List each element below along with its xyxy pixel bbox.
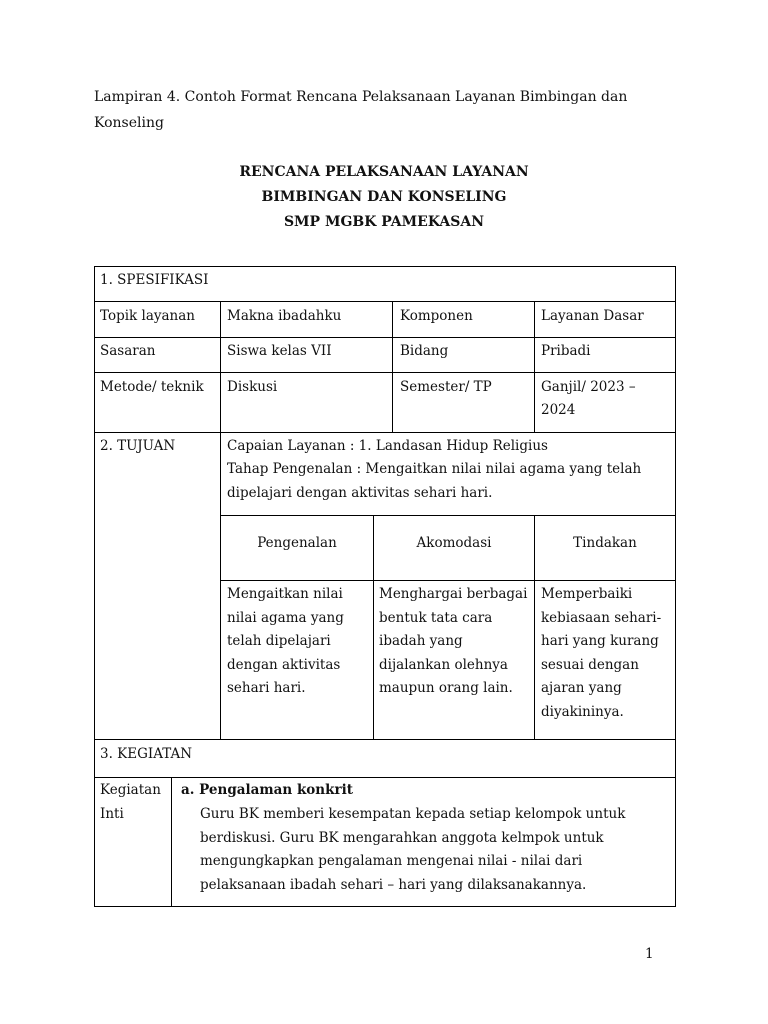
- spec-semester-label: Semester/ TP: [400, 379, 492, 395]
- stage-desc-line: diyakininya.: [541, 703, 624, 720]
- stage-desc-line: Menghargai berbagai: [379, 586, 528, 602]
- kegiatan-line: Guru BK memberi kesempatan kepada setiap kelompok untuk: [200, 806, 626, 822]
- spec-topik-label: Topik layanan: [100, 308, 195, 324]
- stage-desc-line: dijalankan olehnya: [379, 656, 508, 673]
- tujuan-capaian: Capaian Layanan : 1. Landasan Hidup Religius: [227, 438, 548, 454]
- stage-label-akomodasi: Akomodasi: [416, 535, 492, 551]
- stage-desc-line: ajaran yang: [541, 680, 622, 696]
- spec-topik-value: Makna ibadahku: [227, 308, 342, 324]
- title-line-1: RENCANA PELAKSANAAN LAYANAN: [239, 164, 529, 180]
- spec-komponen-value: Layanan Dasar: [541, 308, 644, 324]
- kegiatan-label: [100, 779, 161, 826]
- kegiatan-line: berdiskusi. Guru BK mengarahkan anggota kelmpok untuk: [200, 829, 604, 846]
- stage-label-pengenalan: Pengenalan: [257, 535, 337, 551]
- tujuan-label-cell: [94, 432, 221, 740]
- kegiatan-line: pelaksanaan ibadah sehari – hari yang dilaksanakannya.: [200, 876, 587, 893]
- stage-desc-line: telah dipelajari: [227, 633, 331, 649]
- page-number: 1: [645, 946, 654, 962]
- tujuan-heading: 2. TUJUAN: [100, 438, 176, 454]
- title-line-2: BIMBINGAN DAN KONSELING: [261, 189, 507, 205]
- stage-desc-line: bentuk tata cara: [379, 609, 493, 626]
- kegiatan-label-line-1: Kegiatan: [100, 782, 161, 798]
- tujuan-tahap-continued: dipelajari dengan aktivitas sehari hari.: [227, 485, 493, 501]
- spec-metode-value: Diskusi: [227, 379, 278, 395]
- tujuan-tahap: Tahap Pengenalan : Mengaitkan nilai nilai agama yang telah: [227, 461, 642, 477]
- stage-desc-line: sehari hari.: [227, 680, 306, 696]
- spec-semester-value-line-2: 2024: [541, 402, 576, 418]
- attachment-caption-line-2: Konseling: [94, 115, 164, 131]
- spec-komponen-label: Komponen: [400, 308, 473, 324]
- attachment-caption: [94, 84, 674, 136]
- spec-sasaran-label: Sasaran: [100, 343, 156, 359]
- kegiatan-heading: 3. KEGIATAN: [100, 746, 193, 762]
- kegiatan-line: mengungkapkan pengalaman mengenai nilai - nilai dari: [200, 853, 583, 869]
- stage-desc-line: maupun orang lain.: [379, 680, 513, 696]
- stage-desc-tindakan: [541, 583, 661, 724]
- stage-desc-line: Mengaitkan nilai: [227, 586, 343, 602]
- pengalaman-konkrit-heading: a. Pengalaman konkrit: [181, 782, 353, 798]
- kegiatan-label-line-2: Inti: [100, 805, 124, 822]
- stage-desc-line: ibadah yang: [379, 633, 463, 649]
- spec-bidang-value: Pribadi: [541, 343, 591, 359]
- document-title: [0, 160, 768, 235]
- spesifikasi-heading: 1. SPESIFIKASI: [100, 272, 209, 288]
- stage-desc-pengenalan: [227, 583, 344, 701]
- attachment-caption-line-1: Lampiran 4. Contoh Format Rencana Pelaksanaan Layanan Bimbingan dan: [94, 89, 628, 105]
- spec-bidang-label: Bidang: [400, 343, 449, 359]
- stage-desc-akomodasi: [379, 583, 527, 701]
- stage-desc-line: nilai agama yang: [227, 609, 344, 626]
- title-line-3: SMP MGBK PAMEKASAN: [283, 214, 485, 230]
- spec-semester-value-line-1: Ganjil/ 2023 –: [541, 379, 636, 395]
- stage-desc-line: kebiasaan sehari-: [541, 609, 662, 626]
- stage-label-tindakan: Tindakan: [573, 535, 637, 551]
- stage-desc-line: Memperbaiki: [541, 586, 633, 602]
- spec-metode-label: Metode/ teknik: [100, 379, 204, 395]
- stage-desc-line: sesuai dengan: [541, 656, 639, 673]
- pengalaman-konkrit-text: [200, 803, 625, 897]
- stage-desc-line: dengan aktivitas: [227, 656, 341, 673]
- stage-desc-line: hari yang kurang: [541, 633, 659, 649]
- spec-sasaran-value: Siswa kelas VII: [227, 343, 332, 359]
